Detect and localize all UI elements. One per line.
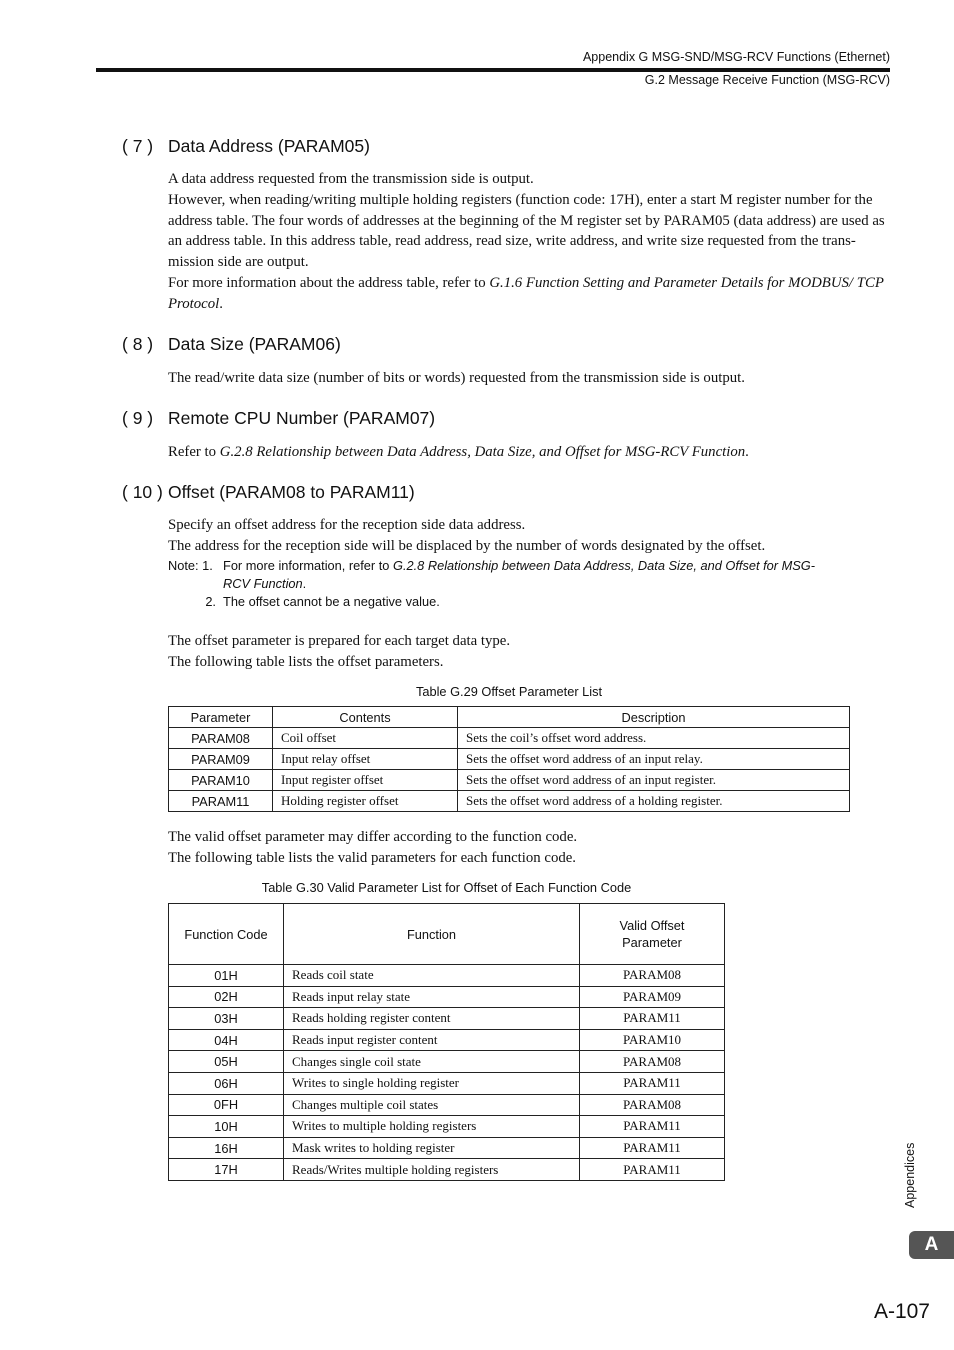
table-cell: 06H (169, 1072, 284, 1094)
section-7-para-3-end: . (219, 295, 223, 312)
note-1-label: Note: 1. (168, 558, 213, 573)
appendices-side-label: Appendices (903, 1142, 917, 1208)
table-row (169, 1008, 725, 1030)
appendix-tab-marker: A (909, 1231, 954, 1259)
table-row (169, 1029, 725, 1051)
table-29-caption: Table G.29 Offset Parameter List (415, 684, 603, 699)
table-row (169, 791, 850, 812)
table-cell: Mask writes to holding register (284, 1137, 580, 1159)
table-cell: Writes to single holding register (284, 1072, 580, 1094)
column-header-contents: Contents (273, 707, 458, 728)
note-1-end: . (302, 576, 307, 591)
table-cell: PARAM09 (169, 749, 273, 770)
table-cell: 0FH (169, 1094, 284, 1116)
section-10-title: Offset (PARAM08 to PARAM11) (168, 482, 415, 502)
table-row (169, 1051, 725, 1073)
table-cell: Reads holding register content (284, 1008, 580, 1030)
column-header-valid-offset: Valid Offset Parameter (580, 904, 725, 965)
section-10-para-1: Specify an offset address for the reception side data address. (168, 517, 526, 533)
table-cell: 04H (169, 1029, 284, 1051)
table-cell: 01H (169, 965, 284, 987)
table-cell: Reads/Writes multiple holding registers (284, 1159, 580, 1181)
note-2-label: 2. (205, 594, 216, 609)
table-cell: Reads coil state (284, 965, 580, 987)
table-row (169, 728, 850, 749)
table-cell: PARAM11 (580, 1116, 725, 1138)
table-cell: Sets the offset word address of a holding register. (458, 791, 850, 812)
table-cell: PARAM11 (580, 1159, 725, 1181)
header-rule (96, 68, 890, 72)
note-2 (168, 593, 823, 611)
column-header-parameter: Parameter (169, 707, 273, 728)
section-10-notes (168, 557, 823, 611)
section-7-number: ( 7 ) (122, 136, 154, 156)
column-header-description: Description (458, 707, 850, 728)
table-row (169, 986, 725, 1008)
table-cell: PARAM11 (580, 1008, 725, 1030)
section-9-number: ( 9 ) (122, 408, 154, 428)
valid-parameter-table (168, 903, 725, 1181)
section-10-para-6: The following table lists the valid parameters for each function code. (168, 849, 577, 866)
table-cell: 10H (169, 1116, 284, 1138)
table-cell: Sets the coil’s offset word address. (458, 728, 850, 749)
table-cell: PARAM08 (580, 1094, 725, 1116)
table-cell: PARAM08 (580, 1051, 725, 1073)
table-header-row (169, 707, 850, 728)
column-header-function: Function (284, 904, 580, 965)
table-cell: PARAM09 (580, 986, 725, 1008)
section-10-body (168, 515, 892, 557)
column-header-function-code: Function Code (169, 904, 284, 965)
table-cell: 05H (169, 1051, 284, 1073)
table-cell: PARAM10 (169, 770, 273, 791)
table-row (169, 1072, 725, 1094)
section-8-title: Data Size (PARAM06) (168, 334, 341, 354)
section-9-text: Refer to (168, 444, 220, 460)
section-7-title: Data Address (PARAM05) (168, 136, 370, 156)
table-cell: Input relay offset (273, 749, 458, 770)
table-cell: Reads input register content (284, 1029, 580, 1051)
section-9-reference: G.2.8 Relationship between Data Address, Data Size, and Offset for MSG-RCV Function (219, 444, 746, 460)
section-8-para-1: The read/write data size (number of bits or words) requested from the transmission side is output. (168, 370, 745, 386)
table-row (169, 1116, 725, 1138)
section-10-para-4: The following table lists the offset parameters. (168, 653, 444, 670)
section-9-end: . (745, 444, 749, 460)
section-7-para-3-text: For more information about the address table, refer to (168, 274, 490, 291)
table-row (169, 1137, 725, 1159)
running-header-chapter: Appendix G MSG-SND/MSG-RCV Functions (Ethernet) (582, 50, 890, 64)
section-10-para-3: The offset parameter is prepared for each target data type. (168, 633, 511, 649)
table-cell: Reads input relay state (284, 986, 580, 1008)
table-cell: Sets the offset word address of an input register. (458, 770, 850, 791)
note-1-lead: For more information, refer to (223, 558, 393, 573)
section-8-number: ( 8 ) (122, 334, 154, 354)
section-10-number: ( 10 ) (122, 482, 163, 502)
section-10-body-2 (168, 631, 892, 673)
table-cell: 17H (169, 1159, 284, 1181)
section-10-para-2: The address for the reception side will be displaced by the number of words designated by the offset. (168, 537, 766, 554)
running-header-section: G.2 Message Receive Function (MSG-RCV) (644, 73, 890, 87)
section-10-body-3 (168, 827, 892, 869)
table-cell: Sets the offset word address of an input relay. (458, 749, 850, 770)
page-number: A-107 (873, 1300, 930, 1323)
table-cell: PARAM11 (580, 1072, 725, 1094)
section-10-para-5: The valid offset parameter may differ according to the function code. (168, 829, 578, 845)
section-9-para-1 (168, 442, 892, 463)
note-2-text: The offset cannot be a negative value. (223, 594, 440, 609)
table-row (169, 749, 850, 770)
note-1 (168, 557, 823, 593)
section-9-title: Remote CPU Number (PARAM07) (168, 408, 436, 428)
table-cell: Changes single coil state (284, 1051, 580, 1073)
section-7-para-2: However, when reading/writing multiple holding registers (function code: 17H), enter a start M register number for the address table. The four words of addresses at the beginning of the M register set by PARAM05 (data address) are used as an address table. In this address table, read address, read size, write address, and write size requested from the trans-mission side are output. (168, 191, 885, 271)
table-cell: Coil offset (273, 728, 458, 749)
table-cell: PARAM11 (169, 791, 273, 812)
table-cell: 03H (169, 1008, 284, 1030)
table-cell: PARAM10 (580, 1029, 725, 1051)
table-header-row (169, 904, 725, 965)
table-cell: PARAM08 (580, 965, 725, 987)
table-cell: PARAM11 (580, 1137, 725, 1159)
note-1-reference: G.2.8 Relationship between Data Address, Data Size, and Offset for MSG-RCV Function (223, 558, 816, 591)
table-cell: 02H (169, 986, 284, 1008)
table-cell: Input register offset (273, 770, 458, 791)
table-cell: 16H (169, 1137, 284, 1159)
table-30-caption: Table G.30 Valid Parameter List for Offset of Each Function Code (261, 880, 632, 895)
table-row (169, 1094, 725, 1116)
table-row (169, 965, 725, 987)
section-7-para-3 (168, 273, 892, 315)
table-row (169, 770, 850, 791)
table-cell: Changes multiple coil states (284, 1094, 580, 1116)
table-row (169, 1159, 725, 1181)
section-7-reference: G.1.6 Function Setting and Parameter Details for MODBUS/ TCP Protocol (168, 274, 884, 312)
section-7-body (168, 169, 892, 315)
note-1-text (223, 557, 823, 593)
section-7-para-1: A data address requested from the transmission side is output. (168, 171, 534, 187)
table-cell: Writes to multiple holding registers (284, 1116, 580, 1138)
table-cell: PARAM08 (169, 728, 273, 749)
offset-parameter-table (168, 706, 850, 812)
table-cell: Holding register offset (273, 791, 458, 812)
